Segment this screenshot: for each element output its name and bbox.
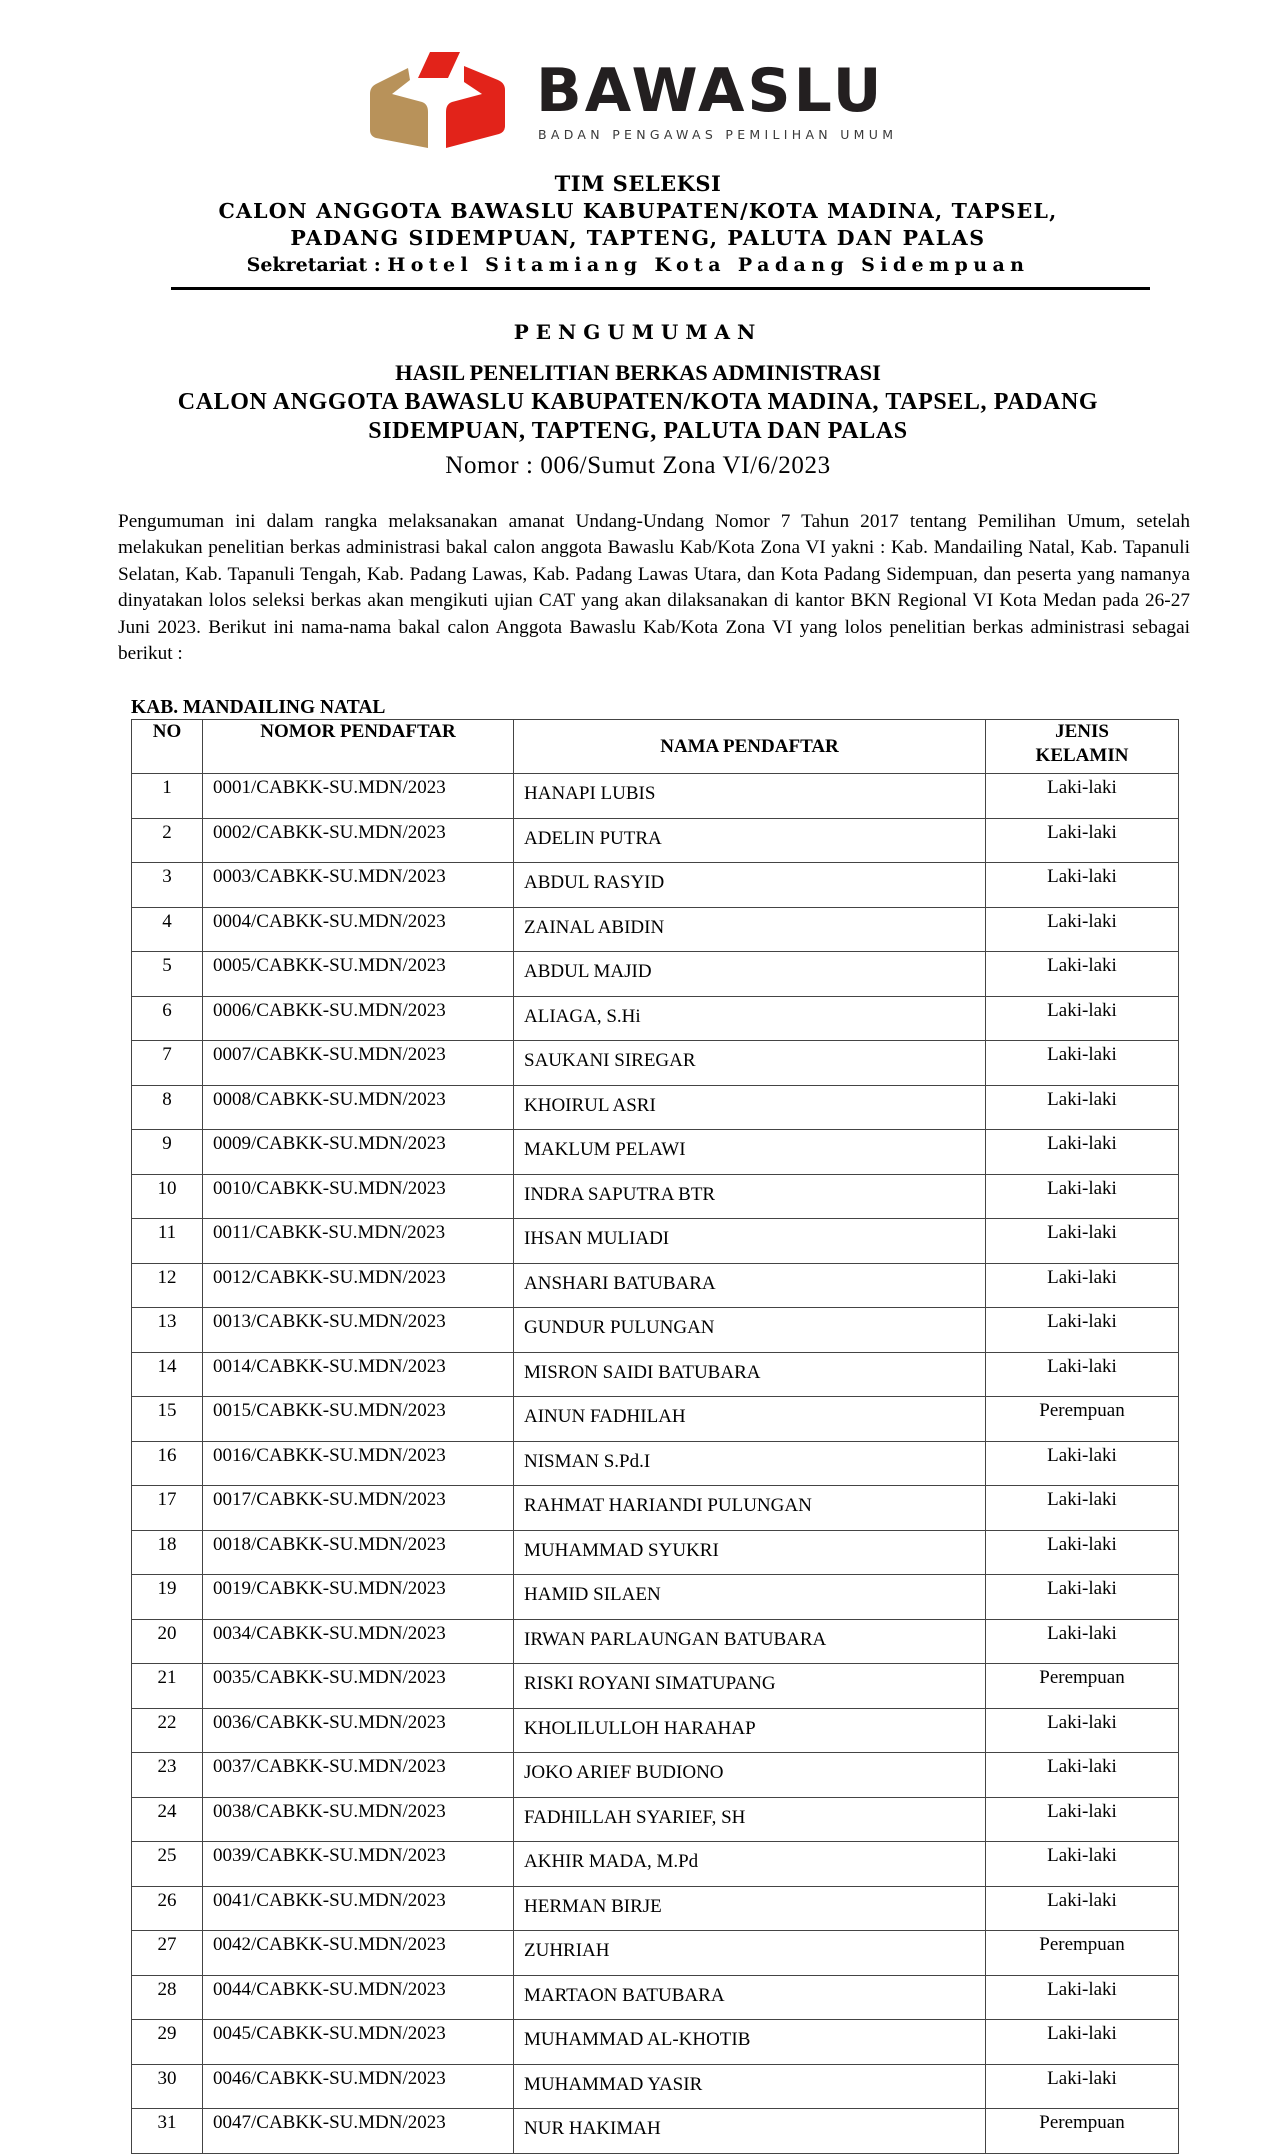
column-header-gender-line-1: JENIS bbox=[1055, 721, 1109, 742]
row-number: 26 bbox=[132, 1886, 203, 1931]
row-number: 23 bbox=[132, 1753, 203, 1798]
column-header-name: NAMA PENDAFTAR bbox=[514, 720, 986, 774]
table-row bbox=[132, 1219, 1179, 1264]
gender: Perempuan bbox=[986, 1664, 1179, 1709]
applicant-name: MARTAON BATUBARA bbox=[514, 1975, 986, 2020]
row-number: 27 bbox=[132, 1931, 203, 1976]
table-row bbox=[132, 1263, 1179, 1308]
announcement-title-2: CALON ANGGOTA BAWASLU KABUPATEN/KOTA MADINA, TAPSEL, PADANG bbox=[177, 389, 1099, 415]
applicant-name: RISKI ROYANI SIMATUPANG bbox=[514, 1664, 986, 1709]
applicant-name: NISMAN S.Pd.I bbox=[514, 1441, 986, 1486]
table-row bbox=[132, 863, 1179, 908]
gender: Laki-laki bbox=[986, 952, 1179, 997]
applicant-name: MUHAMMAD SYUKRI bbox=[514, 1530, 986, 1575]
row-number: 31 bbox=[132, 2109, 203, 2154]
applicant-name: MAKLUM PELAWI bbox=[514, 1130, 986, 1175]
gender: Laki-laki bbox=[986, 1575, 1179, 1620]
gender: Laki-laki bbox=[986, 1263, 1179, 1308]
row-number: 28 bbox=[132, 1975, 203, 2020]
row-number: 20 bbox=[132, 1619, 203, 1664]
table-row bbox=[132, 1352, 1179, 1397]
table-row bbox=[132, 952, 1179, 997]
gender: Laki-laki bbox=[986, 1886, 1179, 1931]
gender: Laki-laki bbox=[986, 1975, 1179, 2020]
registration-number: 0046/CABKK-SU.MDN/2023 bbox=[203, 2064, 514, 2109]
applicant-name: ABDUL RASYID bbox=[514, 863, 986, 908]
table-row bbox=[132, 1842, 1179, 1887]
row-number: 11 bbox=[132, 1219, 203, 1264]
registration-number: 0012/CABKK-SU.MDN/2023 bbox=[203, 1263, 514, 1308]
registration-number: 0042/CABKK-SU.MDN/2023 bbox=[203, 1931, 514, 1976]
table-row bbox=[132, 1530, 1179, 1575]
row-number: 29 bbox=[132, 2020, 203, 2065]
applicant-name: ADELIN PUTRA bbox=[514, 818, 986, 863]
row-number: 16 bbox=[132, 1441, 203, 1486]
gender: Laki-laki bbox=[986, 1708, 1179, 1753]
registration-number: 0003/CABKK-SU.MDN/2023 bbox=[203, 863, 514, 908]
gender: Laki-laki bbox=[986, 1441, 1179, 1486]
row-number: 17 bbox=[132, 1486, 203, 1531]
gender: Laki-laki bbox=[986, 1041, 1179, 1086]
row-number: 9 bbox=[132, 1130, 203, 1175]
registration-number: 0037/CABKK-SU.MDN/2023 bbox=[203, 1753, 514, 1798]
gender: Laki-laki bbox=[986, 1174, 1179, 1219]
registration-number: 0002/CABKK-SU.MDN/2023 bbox=[203, 818, 514, 863]
row-number: 25 bbox=[132, 1842, 203, 1887]
intro-paragraph: Pengumuman ini dalam rangka melaksanakan amanat Undang-Undang Nomor 7 Tahun 2017 tentang Pemilihan Umum, setelah melakukan penelitian berkas administrasi bakal calon anggota Bawaslu Kab/Kota Zona VI yakni : Kab. Mandailing Natal, Kab. Tapanuli Selatan, Kab. Tapanuli Tengah, Kab. Padang Lawas, Kab. Padang Lawas Utara, dan Kota Padang Sidempuan, dan peserta yang namanya dinyatakan lolos seleksi berkas akan mengikuti ujian CAT yang akan dilaksanakan di kantor BKN Regional VI Kota Medan pada 26-27 Juni 2023. Berikut ini nama-nama bakal calon Anggota Bawaslu Kab/Kota Zona VI yang lolos penelitian berkas administrasi sebagai berikut : bbox=[118, 511, 1190, 665]
table-row bbox=[132, 1041, 1179, 1086]
registration-number: 0016/CABKK-SU.MDN/2023 bbox=[203, 1441, 514, 1486]
applicant-name: MUHAMMAD YASIR bbox=[514, 2064, 986, 2109]
registration-number: 0039/CABKK-SU.MDN/2023 bbox=[203, 1842, 514, 1887]
row-number: 22 bbox=[132, 1708, 203, 1753]
gender: Laki-laki bbox=[986, 1619, 1179, 1664]
registration-number: 0047/CABKK-SU.MDN/2023 bbox=[203, 2109, 514, 2154]
table-row bbox=[132, 774, 1179, 819]
column-header-gender bbox=[986, 720, 1179, 774]
applicant-name: KHOIRUL ASRI bbox=[514, 1085, 986, 1130]
table-row bbox=[132, 907, 1179, 952]
row-number: 14 bbox=[132, 1352, 203, 1397]
applicant-name: AINUN FADHILAH bbox=[514, 1397, 986, 1442]
table-row bbox=[132, 1130, 1179, 1175]
row-number: 1 bbox=[132, 774, 203, 819]
table-row bbox=[132, 1975, 1179, 2020]
table-row bbox=[132, 1397, 1179, 1442]
applicant-name: HAMID SILAEN bbox=[514, 1575, 986, 1620]
sekretariat-label: Sekretariat : bbox=[246, 254, 381, 276]
row-number: 4 bbox=[132, 907, 203, 952]
header-sekretariat bbox=[0, 254, 1276, 276]
gender: Laki-laki bbox=[986, 2020, 1179, 2065]
row-number: 13 bbox=[132, 1308, 203, 1353]
table-row bbox=[132, 1085, 1179, 1130]
row-number: 5 bbox=[132, 952, 203, 997]
gender: Laki-laki bbox=[986, 996, 1179, 1041]
table-row bbox=[132, 1886, 1179, 1931]
gender: Laki-laki bbox=[986, 1130, 1179, 1175]
table-header-row bbox=[132, 720, 1179, 774]
gender: Perempuan bbox=[986, 1397, 1179, 1442]
gender: Laki-laki bbox=[986, 1219, 1179, 1264]
applicant-name: IHSAN MULIADI bbox=[514, 1219, 986, 1264]
registration-number: 0007/CABKK-SU.MDN/2023 bbox=[203, 1041, 514, 1086]
column-header-no: NO bbox=[132, 720, 203, 774]
row-number: 18 bbox=[132, 1530, 203, 1575]
row-number: 8 bbox=[132, 1085, 203, 1130]
row-number: 21 bbox=[132, 1664, 203, 1709]
registration-number: 0006/CABKK-SU.MDN/2023 bbox=[203, 996, 514, 1041]
registration-number: 0034/CABKK-SU.MDN/2023 bbox=[203, 1619, 514, 1664]
announcement-label: PENGUMUMAN bbox=[513, 320, 763, 344]
bawaslu-logo bbox=[368, 50, 948, 155]
gender: Laki-laki bbox=[986, 1352, 1179, 1397]
registration-number: 0044/CABKK-SU.MDN/2023 bbox=[203, 1975, 514, 2020]
gender: Laki-laki bbox=[986, 1085, 1179, 1130]
applicant-name: FADHILLAH SYARIEF, SH bbox=[514, 1797, 986, 1842]
row-number: 10 bbox=[132, 1174, 203, 1219]
applicant-name: AKHIR MADA, M.Pd bbox=[514, 1842, 986, 1887]
row-number: 2 bbox=[132, 818, 203, 863]
registration-number: 0009/CABKK-SU.MDN/2023 bbox=[203, 1130, 514, 1175]
row-number: 30 bbox=[132, 2064, 203, 2109]
registration-number: 0041/CABKK-SU.MDN/2023 bbox=[203, 1886, 514, 1931]
header-divider bbox=[171, 287, 1150, 290]
applicant-name: ANSHARI BATUBARA bbox=[514, 1263, 986, 1308]
gender: Laki-laki bbox=[986, 818, 1179, 863]
announcement-title-1: HASIL PENELITIAN BERKAS ADMINISTRASI bbox=[395, 360, 881, 385]
table-row bbox=[132, 1753, 1179, 1798]
table-row bbox=[132, 1797, 1179, 1842]
table-row bbox=[132, 1486, 1179, 1531]
section-title: KAB. MANDAILING NATAL bbox=[131, 697, 386, 718]
announcement-title-3: SIDEMPUAN, TAPTENG, PALUTA DAN PALAS bbox=[368, 418, 908, 444]
table-row bbox=[132, 996, 1179, 1041]
row-number: 15 bbox=[132, 1397, 203, 1442]
registration-number: 0015/CABKK-SU.MDN/2023 bbox=[203, 1397, 514, 1442]
applicant-name: ABDUL MAJID bbox=[514, 952, 986, 997]
applicant-name: IRWAN PARLAUNGAN BATUBARA bbox=[514, 1619, 986, 1664]
table-row bbox=[132, 818, 1179, 863]
row-number: 24 bbox=[132, 1797, 203, 1842]
applicant-name: RAHMAT HARIANDI PULUNGAN bbox=[514, 1486, 986, 1531]
gender: Laki-laki bbox=[986, 1308, 1179, 1353]
applicant-name: GUNDUR PULUNGAN bbox=[514, 1308, 986, 1353]
table-row bbox=[132, 2109, 1179, 2154]
table-row bbox=[132, 1931, 1179, 1976]
table-row bbox=[132, 2064, 1179, 2109]
registration-number: 0004/CABKK-SU.MDN/2023 bbox=[203, 907, 514, 952]
sekretariat-value: Hotel Sitamiang Kota Padang Sidempuan bbox=[387, 254, 1030, 276]
table-row bbox=[132, 1708, 1179, 1753]
registration-number: 0010/CABKK-SU.MDN/2023 bbox=[203, 1174, 514, 1219]
header-line-2: PADANG SIDEMPUAN, TAPTENG, PALUTA DAN PALAS bbox=[290, 226, 986, 250]
gender: Laki-laki bbox=[986, 1753, 1179, 1798]
table-row bbox=[132, 1308, 1179, 1353]
applicant-name: ZAINAL ABIDIN bbox=[514, 907, 986, 952]
registration-number: 0017/CABKK-SU.MDN/2023 bbox=[203, 1486, 514, 1531]
gender: Laki-laki bbox=[986, 774, 1179, 819]
table-row bbox=[132, 1575, 1179, 1620]
registration-number: 0045/CABKK-SU.MDN/2023 bbox=[203, 2020, 514, 2065]
registration-number: 0035/CABKK-SU.MDN/2023 bbox=[203, 1664, 514, 1709]
gender: Laki-laki bbox=[986, 1797, 1179, 1842]
applicant-name: INDRA SAPUTRA BTR bbox=[514, 1174, 986, 1219]
gender: Laki-laki bbox=[986, 863, 1179, 908]
table-row bbox=[132, 1174, 1179, 1219]
table-body bbox=[132, 774, 1179, 2154]
gender: Laki-laki bbox=[986, 1530, 1179, 1575]
logo-subtitle: BADAN PENGAWAS PEMILIHAN UMUM bbox=[538, 127, 898, 142]
applicant-name: MUHAMMAD AL-KHOTIB bbox=[514, 2020, 986, 2065]
column-header-gender-line-2: KELAMIN bbox=[1035, 745, 1129, 766]
table-row bbox=[132, 1441, 1179, 1486]
registration-number: 0018/CABKK-SU.MDN/2023 bbox=[203, 1530, 514, 1575]
header-title: TIM SELEKSI bbox=[554, 171, 722, 196]
column-header-registration: NOMOR PENDAFTAR bbox=[203, 720, 514, 774]
gender: Laki-laki bbox=[986, 2064, 1179, 2109]
applicant-name: ALIAGA, S.Hi bbox=[514, 996, 986, 1041]
row-number: 19 bbox=[132, 1575, 203, 1620]
gender: Laki-laki bbox=[986, 907, 1179, 952]
row-number: 3 bbox=[132, 863, 203, 908]
applicant-name: KHOLILULLOH HARAHAP bbox=[514, 1708, 986, 1753]
gender: Laki-laki bbox=[986, 1486, 1179, 1531]
registration-number: 0005/CABKK-SU.MDN/2023 bbox=[203, 952, 514, 997]
registration-number: 0013/CABKK-SU.MDN/2023 bbox=[203, 1308, 514, 1353]
logo-wordmark: BAWASLU bbox=[536, 56, 885, 126]
gender: Perempuan bbox=[986, 1931, 1179, 1976]
row-number: 12 bbox=[132, 1263, 203, 1308]
ballot-box-icon bbox=[368, 50, 508, 150]
applicant-name: JOKO ARIEF BUDIONO bbox=[514, 1753, 986, 1798]
applicant-name: ZUHRIAH bbox=[514, 1931, 986, 1976]
candidate-table bbox=[131, 719, 1179, 2154]
applicant-name: HANAPI LUBIS bbox=[514, 774, 986, 819]
registration-number: 0019/CABKK-SU.MDN/2023 bbox=[203, 1575, 514, 1620]
registration-number: 0014/CABKK-SU.MDN/2023 bbox=[203, 1352, 514, 1397]
applicant-name: MISRON SAIDI BATUBARA bbox=[514, 1352, 986, 1397]
table-row bbox=[132, 1664, 1179, 1709]
table-row bbox=[132, 2020, 1179, 2065]
applicant-name: SAUKANI SIREGAR bbox=[514, 1041, 986, 1086]
row-number: 6 bbox=[132, 996, 203, 1041]
row-number: 7 bbox=[132, 1041, 203, 1086]
registration-number: 0008/CABKK-SU.MDN/2023 bbox=[203, 1085, 514, 1130]
registration-number: 0036/CABKK-SU.MDN/2023 bbox=[203, 1708, 514, 1753]
gender: Laki-laki bbox=[986, 1842, 1179, 1887]
registration-number: 0038/CABKK-SU.MDN/2023 bbox=[203, 1797, 514, 1842]
applicant-name: HERMAN BIRJE bbox=[514, 1886, 986, 1931]
header-line-1: CALON ANGGOTA BAWASLU KABUPATEN/KOTA MADINA, TAPSEL, bbox=[218, 199, 1058, 223]
table-row bbox=[132, 1619, 1179, 1664]
applicant-name: NUR HAKIMAH bbox=[514, 2109, 986, 2154]
registration-number: 0001/CABKK-SU.MDN/2023 bbox=[203, 774, 514, 819]
announcement-number: Nomor : 006/Sumut Zona VI/6/2023 bbox=[445, 452, 831, 479]
gender: Perempuan bbox=[986, 2109, 1179, 2154]
registration-number: 0011/CABKK-SU.MDN/2023 bbox=[203, 1219, 514, 1264]
